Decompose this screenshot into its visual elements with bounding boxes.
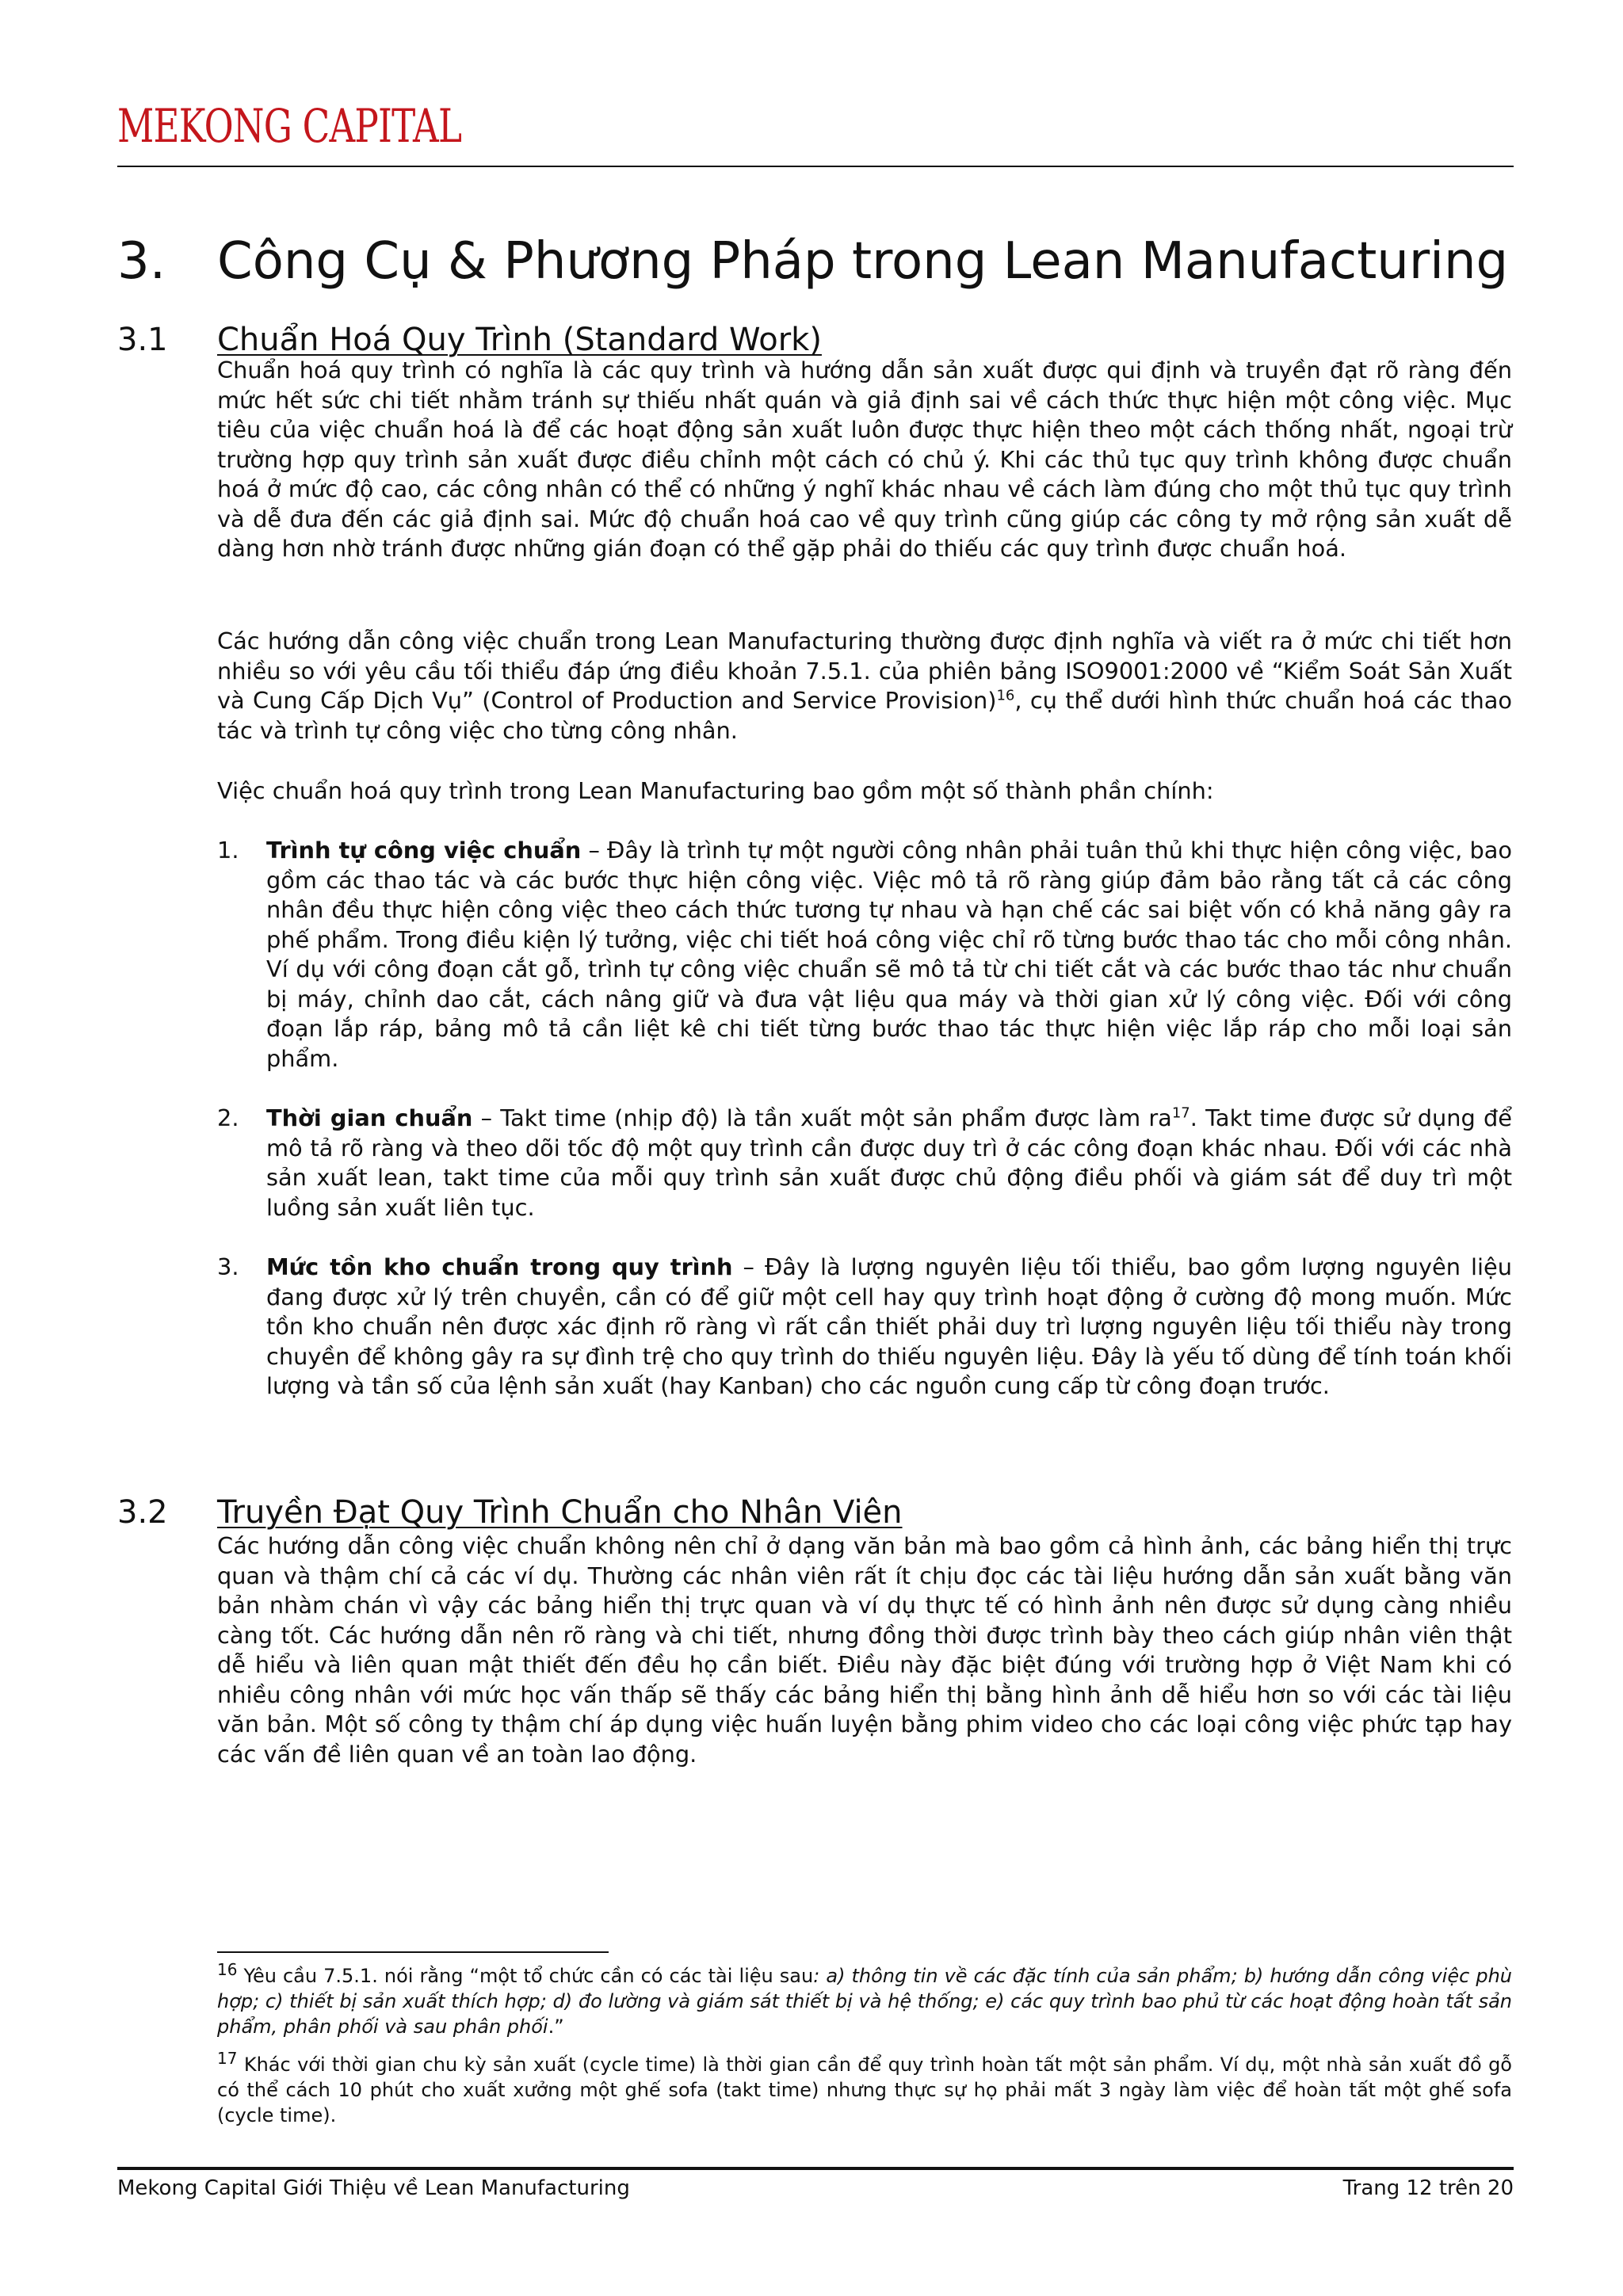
paragraph-text: , cụ thể dưới hình thức chuẩn hoá các thao tác và trình tự công việc cho từng công nhân. [217,687,1512,744]
footnote-text: Khác với thời gian chu kỳ sản xuất (cycle time) là thời gian cần để quy trình hoàn tất một sản phẩm. Ví dụ, một nhà sản xuất đồ gỗ có thể cách 10 phút cho xuất xưởng một ghế sofa (takt time) nhưng thực sự họ phải mất 3 ngày làm việc để hoàn tất một ghế sofa (cycle time). [217,2054,1512,2126]
header-rule [117,166,1514,167]
footnote [217,2049,1512,2128]
paragraph: Chuẩn hoá quy trình có nghĩa là các quy trình và hướng dẫn sản xuất được qui định và truyền đạt rõ ràng đến mức hết sức chi tiết nhằm tránh sự thiếu nhất quán và giả định sai về cách thức thực hiện một công việc. Mục tiêu của việc chuẩn hoá là để các hoạt động sản xuất luôn được thực hiện theo một cách thống nhất, ngoại trừ trường hợp quy trình sản xuất được điều chỉnh một cách có chủ ý. Khi các thủ tục quy trình không được chuẩn hoá ở mức độ cao, các công nhân có thể có những ý nghĩ khác nhau về cách làm đúng cho một thủ tục quy trình và dễ đưa đến các giả định sai. Mức độ chuẩn hoá cao về quy trình cũng giúp các công ty mở rộng sản xuất dễ dàng hơn nhờ tránh được những gián đoạn có thể gặp phải do thiếu các quy trình được chuẩn hoá. [217,357,1512,562]
footer-title: Mekong Capital Giới Thiệu về Lean Manufacturing [117,2176,630,2200]
footnote-number: 16 [217,1960,238,1979]
paragraph: Các hướng dẫn công việc chuẩn không nên chỉ ở dạng văn bản mà bao gồm cả hình ảnh, các bảng hiển thị trực quan và thậm chí cả các ví dụ. Thường các nhân viên rất ít chịu đọc các tài liệu hướng dẫn sản xuất bằng văn bản nhàm chán vì vậy các bảng hiển thị trực quan và ví dụ thực tế có hình ảnh nên được sử dụng càng nhiều càng tốt. Các hướng dẫn nên rõ ràng và chi tiết, nhưng đồng thời được trình bày theo cách giúp nhân viên thật dễ hiểu và liên quan mật thiết đến đều họ cần biết. Điều này đặc biệt đúng với trường hợp ở Việt Nam khi có nhiều công nhân với mức học vấn thấp sẽ thấy các bảng hiển thị bằng hình ảnh dễ hiểu hơn so với các tài liệu văn bản. Một số công ty thậm chí áp dụng việc huấn luyện bằng phim video cho các loại công việc phức tạp hay các vấn đề liên quan về an toàn lao động. [217,1532,1512,1768]
list-marker: 2. [217,1104,239,1131]
page-number: Trang 12 trên 20 [1342,2176,1514,2200]
section-title: Công Cụ & Phương Pháp trong Lean Manufacturing [217,232,1509,291]
subsection-title: Truyền Đạt Quy Trình Chuẩn cho Nhân Viên [217,1494,903,1531]
paragraph-text: Các hướng dẫn công việc chuẩn trong Lean Manufacturing thường được định nghĩa và viết ra ở mức chi tiết hơn nhiều so với yêu cầu tối thiểu đáp ứng điều khoản 7.5.1. của phiên bảng ISO9001:2000 về “Kiểm Soát Sản Xuất và Cung Cấp Dịch Vụ” (Control of Production and Service Provision) [217,627,1512,714]
footnote-text: .” [548,2016,564,2038]
paragraph: Việc chuẩn hoá quy trình trong Lean Manufacturing bao gồm một số thành phần chính: [217,777,1214,804]
list-item-term: Trình tự công việc chuẩn [266,837,582,864]
subsection-number: 3.1 [117,322,168,358]
section-3-2-heading [117,1493,1514,1532]
section-3-heading [117,230,1514,293]
footnote-number: 17 [217,2049,238,2068]
footnote-separator [217,1951,609,1953]
list-item-term: Thời gian chuẩn [266,1104,473,1131]
footnote-text: Yêu cầu 7.5.1. nói rằng “một tổ chức cần có các tài liệu sau [237,1965,814,1987]
subsection-title: Chuẩn Hoá Quy Trình (Standard Work) [217,322,822,358]
list-item-text: . Takt time được sử dụng để mô tả rõ ràng và theo dõi tốc độ một quy trình cần được duy trì ở các công đoạn khác nhau. Đối với các nhà sản xuất lean, takt time của mỗi quy trình sản xuất được chủ động điều phối và giám sát để duy trì một luồng sản xuất liên tục. [266,1104,1512,1221]
footnote [217,1960,1512,2039]
footnote-ref: 16 [996,687,1015,704]
list-item [217,836,1512,1074]
paragraph [217,627,1512,746]
list-item [217,1253,1512,1402]
footnote-ref: 17 [1171,1104,1190,1122]
list-item-text: – Đây là trình tự một người công nhân phải tuân thủ khi thực hiện công việc, bao gồm các thao tác và các bước thực hiện công việc. Việc mô tả rõ ràng giúp đảm bảo rằng tất cả các công nhân đều thực hiện công việc theo cách thức tương tự nhau và hạn chế các sai biệt vốn có khả năng gây ra phế phẩm. Trong điều kiện lý tưởng, việc chi tiết hoá công việc chỉ rõ từng bước thao tác cho mỗi công nhân. Ví dụ với công đoạn cắt gỗ, trình tự công việc chuẩn sẽ mô tả từ chi tiết cắt và các bước thao tác như chuẩn bị máy, chỉnh dao cắt, cách nâng giữ và đưa vật liệu qua máy và thời gian xử lý công việc. Đối với công đoạn lắp ráp, bảng mô tả cần liệt kê chi tiết từng bước thao tác thực hiện việc lắp ráp cho mỗi loại sản phẩm. [266,837,1512,1072]
section-number: 3. [117,232,166,291]
footer-rule [117,2167,1514,2170]
list-item [217,1104,1512,1222]
footnote-text-italic: : a) thông tin về các đặc tính của sản phẩm; b) hướng dẫn công việc phù hợp; c) thiết bị sản xuất thích hợp; d) đo lường và giám sát thiết bị và hệ thống; e) các quy trình bao phủ từ các hoạt động hoàn tất sản phẩm, phân phối và sau phân phối [217,1965,1512,2038]
list-marker: 1. [217,837,239,864]
list-marker: 3. [217,1253,239,1280]
subsection-number: 3.2 [117,1494,168,1531]
list-item-text: – Đây là lượng nguyên liệu tối thiểu, bao gồm lượng nguyên liệu đang được xử lý trên chuyền, cần có để giữ một cell hay quy trình hoạt động ở cường độ mong muốn. Mức tồn kho chuẩn nên được xác định rõ ràng vì rất cần thiết phải duy trì lượng nguyên liệu tối thiểu này trong chuyền để không gây ra sự đình trệ cho quy trình do thiếu nguyên liệu. Đây là yếu tố dùng để tính toán khối lượng và tần số của lệnh sản xuất (hay Kanban) cho các nguồn cung cấp từ công đoạn trước. [266,1253,1512,1399]
list-item-term: Mức tồn kho chuẩn trong quy trình [266,1253,733,1280]
section-3-1-heading [117,320,1514,360]
mekong-capital-logo: MEKONG CAPITAL [117,99,462,153]
list-item-text: – Takt time (nhịp độ) là tần xuất một sản phẩm được làm ra [472,1104,1172,1131]
